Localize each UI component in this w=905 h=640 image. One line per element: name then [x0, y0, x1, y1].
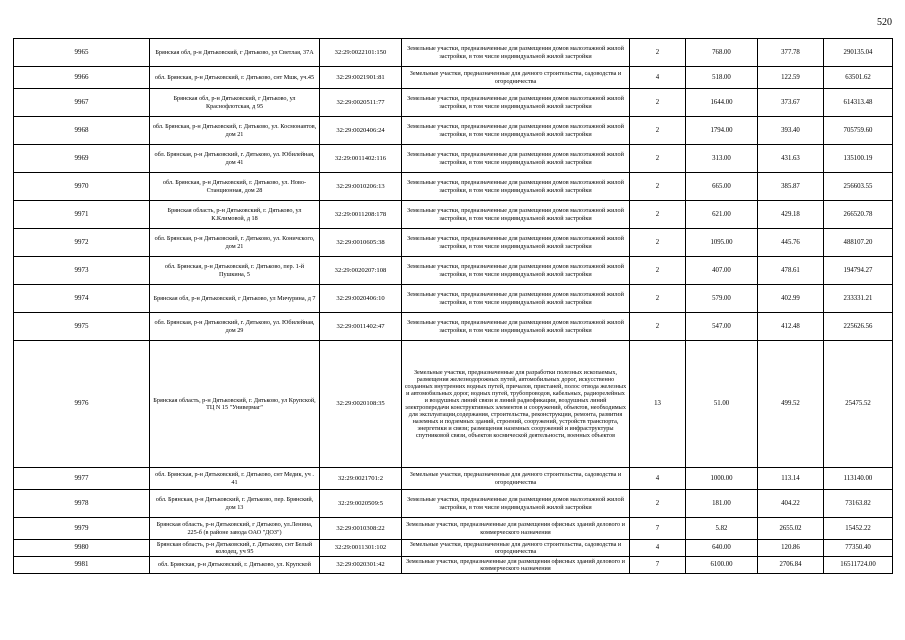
cadastral-number-cell: 32:29:0011208:178	[320, 201, 402, 229]
address-cell: Брянская обл, р-н Дятьковский, г Дятьково, ул Краснофлотская, д 95	[150, 89, 320, 117]
rate-cell: 412.48	[758, 313, 824, 341]
land-use-cell: Земельные участки, предназначенные для дачного строительства, садоводства и огородничества	[402, 468, 630, 490]
row-id-cell: 9967	[14, 89, 150, 117]
area-cell: 51.00	[686, 341, 758, 468]
cadastral-number-cell: 32:29:0010308:22	[320, 518, 402, 540]
land-use-cell: Земельные участки, предназначенные для размещения офисных зданий делового и коммерческого назначения	[402, 518, 630, 540]
cadastral-number-cell: 32:29:0020108:35	[320, 341, 402, 468]
table-row	[14, 257, 893, 285]
area-cell: 313.00	[686, 145, 758, 173]
table-body	[14, 39, 893, 574]
cadastral-number-cell: 32:29:0011402:116	[320, 145, 402, 173]
cadastral-value-cell: 256603.55	[824, 173, 893, 201]
table-row	[14, 67, 893, 89]
table-row	[14, 117, 893, 145]
cadastral-number-cell: 32:29:0011402:47	[320, 313, 402, 341]
address-cell: Брянская область, р-н Дятьковский, г. Дятьково, ул К.Климовой, д 18	[150, 201, 320, 229]
table-row	[14, 557, 893, 574]
group-cell: 2	[630, 229, 686, 257]
cadastral-number-cell: 32:29:0022101:150	[320, 39, 402, 67]
group-cell: 4	[630, 67, 686, 89]
cadastral-number-cell: 32:29:0010206:13	[320, 173, 402, 201]
row-id-cell: 9979	[14, 518, 150, 540]
area-cell: 518.00	[686, 67, 758, 89]
cadastral-value-cell: 488107.20	[824, 229, 893, 257]
cadastral-number-cell: 32:29:0021901:81	[320, 67, 402, 89]
cadastral-number-cell: 32:29:0010605:38	[320, 229, 402, 257]
rate-cell: 445.76	[758, 229, 824, 257]
address-cell: Брянская обл, р-н Дятьковский, г Дятьково, ул Светлая, 37А	[150, 39, 320, 67]
cadastral-value-cell: 705759.60	[824, 117, 893, 145]
area-cell: 407.00	[686, 257, 758, 285]
group-cell: 2	[630, 285, 686, 313]
table-row	[14, 201, 893, 229]
group-cell: 2	[630, 173, 686, 201]
area-cell: 181.00	[686, 490, 758, 518]
address-cell: обл. Брянская, р-н Дятьковский, г. Дятьково, пер. Брянский, дом 13	[150, 490, 320, 518]
table-row	[14, 285, 893, 313]
address-cell: обл. Брянская, р-н Дятьковский, г. Дятьково, ул. Ново-Станционная, дом 28	[150, 173, 320, 201]
area-cell: 6100.00	[686, 557, 758, 574]
cadastral-value-cell: 15452.22	[824, 518, 893, 540]
cadastral-number-cell: 32:29:0011301:102	[320, 540, 402, 557]
rate-cell: 478.61	[758, 257, 824, 285]
table-row	[14, 518, 893, 540]
group-cell: 2	[630, 257, 686, 285]
cadastral-value-cell: 16511724.00	[824, 557, 893, 574]
address-cell: Брянская обл, р-н Дятьковский, г Дятьково, ул Мичурина, д 7	[150, 285, 320, 313]
land-use-cell: Земельные участки, предназначенные для размещения домов малоэтажной жилой застройки, в том числе индивидуальной жилой застройки	[402, 145, 630, 173]
address-cell: Брянская область, р-н Дятьковский, г. Дятьково, снт Белый колодец, уч 95	[150, 540, 320, 557]
rate-cell: 431.63	[758, 145, 824, 173]
group-cell: 2	[630, 89, 686, 117]
cadastral-value-cell: 113140.00	[824, 468, 893, 490]
group-cell: 4	[630, 468, 686, 490]
land-use-cell: Земельные участки, предназначенные для размещения домов малоэтажной жилой застройки, в том числе индивидуальной жилой застройки	[402, 173, 630, 201]
row-id-cell: 9975	[14, 313, 150, 341]
address-cell: обл. Брянская, р-н Дятьковский, г. Дятьково, снт Мшк, уч.45	[150, 67, 320, 89]
row-id-cell: 9966	[14, 67, 150, 89]
land-use-cell: Земельные участки, предназначенные для размещения домов малоэтажной жилой застройки, в том числе индивидуальной жилой застройки	[402, 285, 630, 313]
row-id-cell: 9976	[14, 341, 150, 468]
area-cell: 1644.00	[686, 89, 758, 117]
address-cell: обл. Брянская, р-н Дятьковский, г. Дятьково, ул. Юбилейная, дом 29	[150, 313, 320, 341]
area-cell: 1000.00	[686, 468, 758, 490]
row-id-cell: 9972	[14, 229, 150, 257]
table-row	[14, 145, 893, 173]
row-id-cell: 9965	[14, 39, 150, 67]
row-id-cell: 9974	[14, 285, 150, 313]
address-cell: обл. Брянская, р-н Дятьковский, г. Дятьково, ул. Коничского, дом 21	[150, 229, 320, 257]
table-row	[14, 173, 893, 201]
group-cell: 2	[630, 313, 686, 341]
table-row	[14, 341, 893, 468]
address-cell: обл. Брянская, р-н Дятьковский, г. Дятьково, снт Медик, уч . 41	[150, 468, 320, 490]
rate-cell: 377.78	[758, 39, 824, 67]
cadastral-number-cell: 32:29:0020511:77	[320, 89, 402, 117]
land-use-cell: Земельные участки, предназначенные для размещения домов малоэтажной жилой застройки, в том числе индивидуальной жилой застройки	[402, 490, 630, 518]
row-id-cell: 9969	[14, 145, 150, 173]
rate-cell: 393.40	[758, 117, 824, 145]
rate-cell: 113.14	[758, 468, 824, 490]
rate-cell: 402.99	[758, 285, 824, 313]
rate-cell: 373.67	[758, 89, 824, 117]
area-cell: 640.00	[686, 540, 758, 557]
area-cell: 5.82	[686, 518, 758, 540]
area-cell: 621.00	[686, 201, 758, 229]
rate-cell: 404.22	[758, 490, 824, 518]
address-cell: Брянская область, р-н Дятьковский, г. Дятьково, ул Крупской, ТЦ N 15 "Универмаг"	[150, 341, 320, 468]
row-id-cell: 9973	[14, 257, 150, 285]
group-cell: 7	[630, 518, 686, 540]
land-use-cell: Земельные участки, предназначенные для размещения домов малоэтажной жилой застройки, в том числе индивидуальной жилой застройки	[402, 229, 630, 257]
cadastral-value-cell: 63501.62	[824, 67, 893, 89]
row-id-cell: 9978	[14, 490, 150, 518]
cadastral-number-cell: 32:29:0020509:5	[320, 490, 402, 518]
cadastral-value-cell: 290135.04	[824, 39, 893, 67]
area-cell: 768.00	[686, 39, 758, 67]
area-cell: 1794.00	[686, 117, 758, 145]
area-cell: 579.00	[686, 285, 758, 313]
address-cell: обл. Брянская, р-н Дятьковский, г. Дятьково, пер. 1-й Пушкина, 5	[150, 257, 320, 285]
row-id-cell: 9980	[14, 540, 150, 557]
row-id-cell: 9968	[14, 117, 150, 145]
group-cell: 2	[630, 117, 686, 145]
cadastral-number-cell: 32:29:0020406:24	[320, 117, 402, 145]
group-cell: 13	[630, 341, 686, 468]
table-row	[14, 89, 893, 117]
group-cell: 2	[630, 145, 686, 173]
cadastral-number-cell: 32:29:0020406:10	[320, 285, 402, 313]
table-row	[14, 39, 893, 67]
address-cell: обл. Брянская, р-н Дятьковский, г. Дятьково, ул. Юбилейная, дом 41	[150, 145, 320, 173]
rate-cell: 429.18	[758, 201, 824, 229]
group-cell: 7	[630, 557, 686, 574]
page-number: 520	[877, 17, 892, 28]
land-use-cell: Земельные участки, предназначенные для дачного строительства, садоводства и огородничества	[402, 67, 630, 89]
land-plots-table	[13, 38, 893, 574]
row-id-cell: 9971	[14, 201, 150, 229]
rate-cell: 2706.84	[758, 557, 824, 574]
land-use-cell: Земельные участки, предназначенные для размещения офисных зданий делового и коммерческого назначения	[402, 557, 630, 574]
land-use-cell: Земельные участки, предназначенные для размещения домов малоэтажной жилой застройки, в том числе индивидуальной жилой застройки	[402, 39, 630, 67]
area-cell: 665.00	[686, 173, 758, 201]
table-row	[14, 468, 893, 490]
rate-cell: 385.87	[758, 173, 824, 201]
cadastral-number-cell: 32:29:0020207:108	[320, 257, 402, 285]
cadastral-value-cell: 614313.48	[824, 89, 893, 117]
cadastral-value-cell: 135100.19	[824, 145, 893, 173]
land-use-cell: Земельные участки, предназначенные для размещения домов малоэтажной жилой застройки, в том числе индивидуальной жилой застройки	[402, 89, 630, 117]
rate-cell: 120.86	[758, 540, 824, 557]
land-use-cell: Земельные участки, предназначенные для размещения домов малоэтажной жилой застройки, в том числе индивидуальной жилой застройки	[402, 117, 630, 145]
cadastral-value-cell: 225626.56	[824, 313, 893, 341]
address-cell: Брянская область, р-н Дятьковский, г Дятьково, ул.Ленина, 225-б (в районе завода ОАО "ДОЗ")	[150, 518, 320, 540]
row-id-cell: 9977	[14, 468, 150, 490]
cadastral-number-cell: 32:29:0021701:2	[320, 468, 402, 490]
cadastral-value-cell: 25475.52	[824, 341, 893, 468]
cadastral-number-cell: 32:29:0020301:42	[320, 557, 402, 574]
rate-cell: 2655.02	[758, 518, 824, 540]
cadastral-value-cell: 194794.27	[824, 257, 893, 285]
land-use-cell: Земельные участки, предназначенные для размещения домов малоэтажной жилой застройки, в том числе индивидуальной жилой застройки	[402, 201, 630, 229]
area-cell: 547.00	[686, 313, 758, 341]
land-use-cell: Земельные участки, предназначенные для разработки полезных ископаемых, размещения железнодорожных путей, автомобильных дорог, искусственно созданных внутренних водных путей, причалов, пристаней, полос отвода железных и автомобильных дорог, водных путей, трубопроводов, кабельных, радиорелейных и воздушных линий связи и линий радиофикации, воздушных линий электропередачи конструктивных элементов и сооружений, объектов, необходимых для эксплуатации,содержания, строительства, реконструкции, ремонта, развития наземных и подземных зданий, строений, сооружений, устройств транспорта, энергетики и связи; размещения наземных сооружений и инфраструктуры спутниковой связи, объектов космической деятельности, военных объектов	[402, 341, 630, 468]
table-row	[14, 540, 893, 557]
rate-cell: 499.52	[758, 341, 824, 468]
land-use-cell: Земельные участки, предназначенные для дачного строительства, садоводства и огородничества	[402, 540, 630, 557]
group-cell: 2	[630, 39, 686, 67]
area-cell: 1095.00	[686, 229, 758, 257]
table-row	[14, 229, 893, 257]
table-row	[14, 313, 893, 341]
land-use-cell: Земельные участки, предназначенные для размещения домов малоэтажной жилой застройки, в том числе индивидуальной жилой застройки	[402, 257, 630, 285]
row-id-cell: 9970	[14, 173, 150, 201]
address-cell: обл. Брянская, р-н Дятьковский, г. Дятьково, ул. Космонавтов, дом 21	[150, 117, 320, 145]
address-cell: обл. Брянская, р-н Дятьковский, г. Дятьково, ул. Крупской	[150, 557, 320, 574]
rate-cell: 122.59	[758, 67, 824, 89]
table-row	[14, 490, 893, 518]
cadastral-value-cell: 266520.78	[824, 201, 893, 229]
group-cell: 2	[630, 490, 686, 518]
cadastral-value-cell: 233331.21	[824, 285, 893, 313]
group-cell: 4	[630, 540, 686, 557]
cadastral-value-cell: 77350.40	[824, 540, 893, 557]
land-use-cell: Земельные участки, предназначенные для размещения домов малоэтажной жилой застройки, в том числе индивидуальной жилой застройки	[402, 313, 630, 341]
cadastral-value-cell: 73163.82	[824, 490, 893, 518]
group-cell: 2	[630, 201, 686, 229]
row-id-cell: 9981	[14, 557, 150, 574]
